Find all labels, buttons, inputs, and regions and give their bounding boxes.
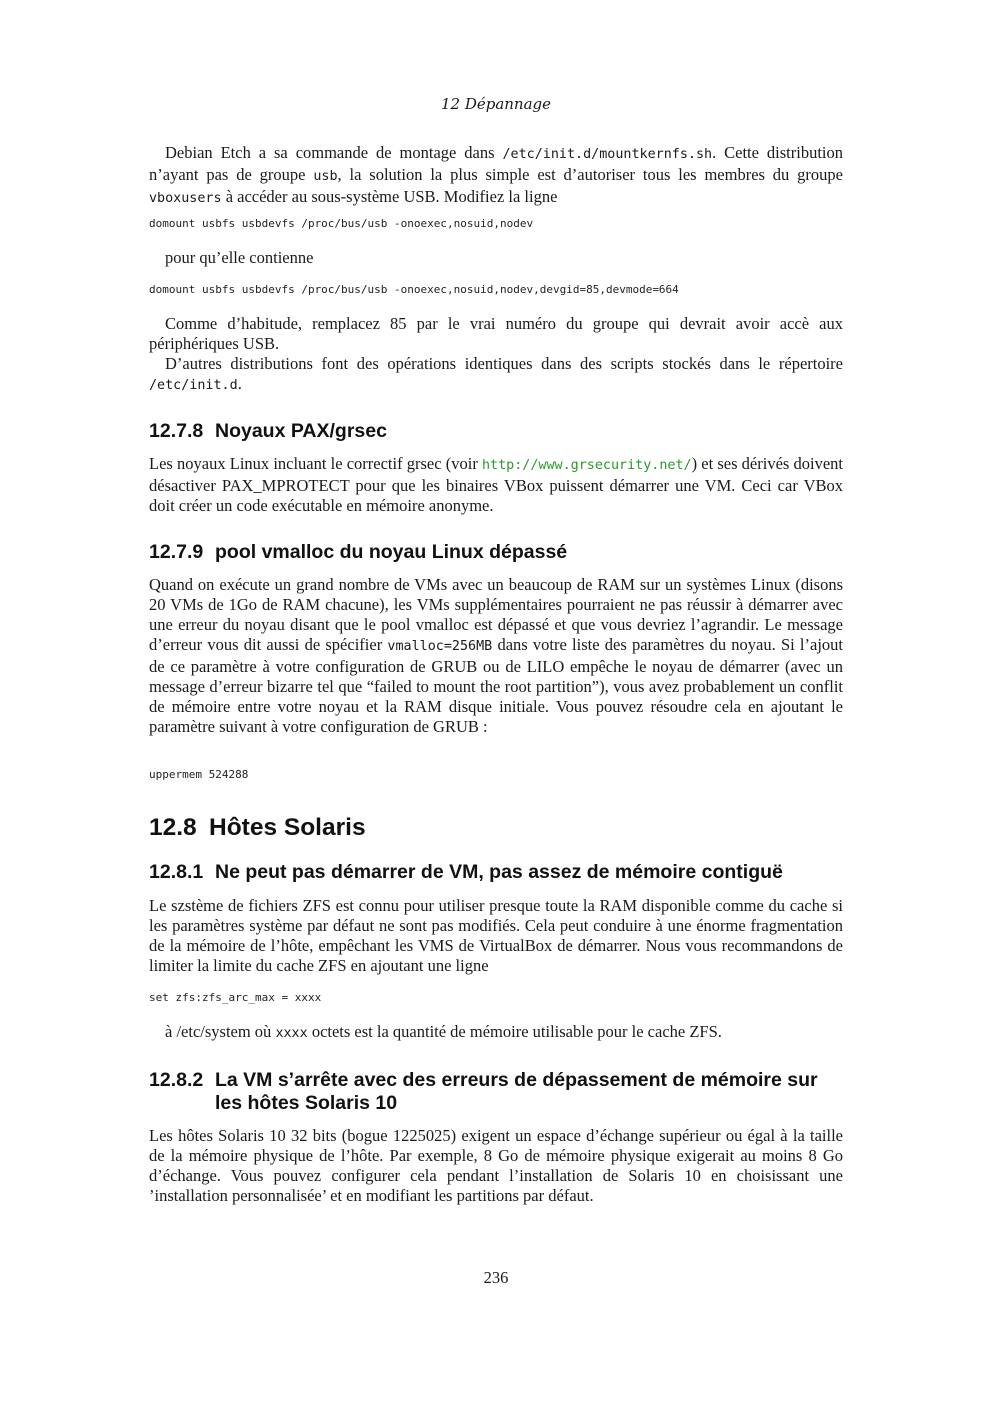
heading-12-7-8: [149, 420, 843, 443]
text-run: Debian Etch a sa commande de montage dans: [165, 143, 503, 162]
paragraph-zfs: Le szstème de fichiers ZFS est connu pour utiliser presque toute la RAM disponible comme du cache si les paramètres système par défaut ne sont pas modifiés. Cela peut conduire à une énorme fragmentation de la mémoire de l’hôte, empêchant les VMS de VirtualBox de démarrer. Nous vous recommandons de limiter la limite du cache ZFS en ajoutant une ligne: [149, 896, 843, 975]
section-number: 12.7.8: [149, 420, 204, 442]
code-block-zfs-arc-max: set zfs:zfs_arc_max = xxxx: [149, 991, 322, 1004]
paragraph-solaris-swap: Les hôtes Solaris 10 32 bits (bogue 1225025) exigent un espace d’échange supérieur ou égal à la taille de la mémoire physique de l’hôte. Par exemple, 8 Go de mémoire physique exigerait au moins 8 Go d’échange. Vous pouvez configurer cela pendant l’installation de Solaris 10 en choisissant une ’installation personnalisée’ et en modifiant les partitions par défaut.: [149, 1126, 843, 1205]
inline-code: vboxusers: [149, 191, 222, 206]
inline-code: xxxx: [275, 1026, 308, 1041]
section-number: 12.8.1: [149, 861, 204, 883]
inline-code: usb: [313, 169, 338, 184]
grsecurity-link[interactable]: http://www.grsecurity.net/: [481, 458, 692, 473]
text-run: , la solution la plus simple est d’autoriser tous les membres du groupe: [337, 165, 843, 184]
paragraph-vmalloc: [149, 575, 843, 737]
inline-code: /etc/init.d: [149, 378, 238, 393]
text-run: octets est la quantité de mémoire utilisable pour le cache ZFS.: [307, 1022, 722, 1041]
paragraph-etc-system: [149, 1022, 843, 1044]
heading-12-8: [149, 814, 843, 842]
text-run: .: [237, 374, 242, 393]
text-run: D’autres distributions font des opérations identiques dans des scripts stockés dans le répertoire: [165, 354, 843, 373]
section-title: Hôtes Solaris: [209, 814, 366, 841]
paragraph-autres-distributions: [149, 354, 843, 396]
section-number: 12.8: [149, 814, 197, 841]
paragraph-habitude: Comme d’habitude, remplacez 85 par le vrai numéro du groupe qui devrait avoir accè aux périphériques USB.: [149, 314, 843, 353]
code-block-uppermem: uppermem 524288: [149, 768, 249, 781]
heading-12-7-9: [149, 541, 843, 564]
text-run: Les noyaux Linux incluant le correctif grsec (voir: [149, 454, 482, 473]
section-title: La VM s’arrête avec des erreurs de dépassement de mémoire sur les hôtes Solaris 10: [215, 1069, 818, 1114]
paragraph-contienne: pour qu’elle contienne: [165, 248, 314, 267]
section-title: Noyaux PAX/grsec: [215, 420, 387, 442]
section-title: Ne peut pas démarrer de VM, pas assez de mémoire contiguë: [215, 861, 783, 883]
paragraph-pax-grsec: [149, 454, 843, 516]
heading-12-8-1: [149, 861, 843, 884]
text-run: ) et ses dérivés doivent désactiver PAX_MPROTECT pour que les binaires VBox puissent démarrer une VM. Ceci car VBox doit créer un code exécutable en mémoire anonyme.: [149, 454, 843, 515]
inline-code: vmalloc=256MB: [387, 639, 493, 654]
text-run: . Cette distribution n’ayant pas de groupe: [149, 143, 843, 184]
heading-12-8-2: [149, 1069, 843, 1115]
text-run: dans votre liste des paramètres du noyau. Si l’ajout de ce paramètre à votre configuration de GRUB ou de LILO empêche le noyau de démarrer (avec un message d’erreur bizarre tel que “failed to mount the root partition”), vous avez probablement un conflit de mémoire entre votre noyau et la RAM disque initiale. Vous pouvez résoudre cela en ajoutant le paramètre suivant à votre configuration de GRUB :: [149, 635, 844, 736]
text-run: à /etc/system où: [165, 1022, 276, 1041]
section-title: pool vmalloc du noyau Linux dépassé: [215, 541, 568, 563]
text-run: Quand on exécute un grand nombre de VMs avec un beaucoup de RAM sur un systèmes Linux (disons 20 VMs de 1Go de RAM chacune), les VMs supplémentaires pourraient ne pas réussir à démarrer avec une erreur du noyau disant que le pool vmalloc est dépassé et que vous devriez l’agrandir. Le message d’erreur vous dit aussi de spécifier: [149, 575, 843, 654]
code-block-domount-devgid: domount usbfs usbdevfs /proc/bus/usb -onoexec,nosuid,nodev,devgid=85,devmode=664: [149, 283, 679, 296]
section-number: 12.8.2: [149, 1069, 204, 1091]
paragraph-debian-etch: [149, 143, 843, 209]
running-header: 12 Dépannage: [440, 95, 552, 113]
page-number: 236: [483, 1268, 509, 1287]
code-block-domount: domount usbfs usbdevfs /proc/bus/usb -onoexec,nosuid,nodev: [149, 217, 534, 230]
text-run: à accéder au sous-système USB. Modifiez la ligne: [221, 187, 558, 206]
section-number: 12.7.9: [149, 541, 204, 563]
inline-code: /etc/init.d/mountkernfs.sh: [502, 147, 713, 162]
